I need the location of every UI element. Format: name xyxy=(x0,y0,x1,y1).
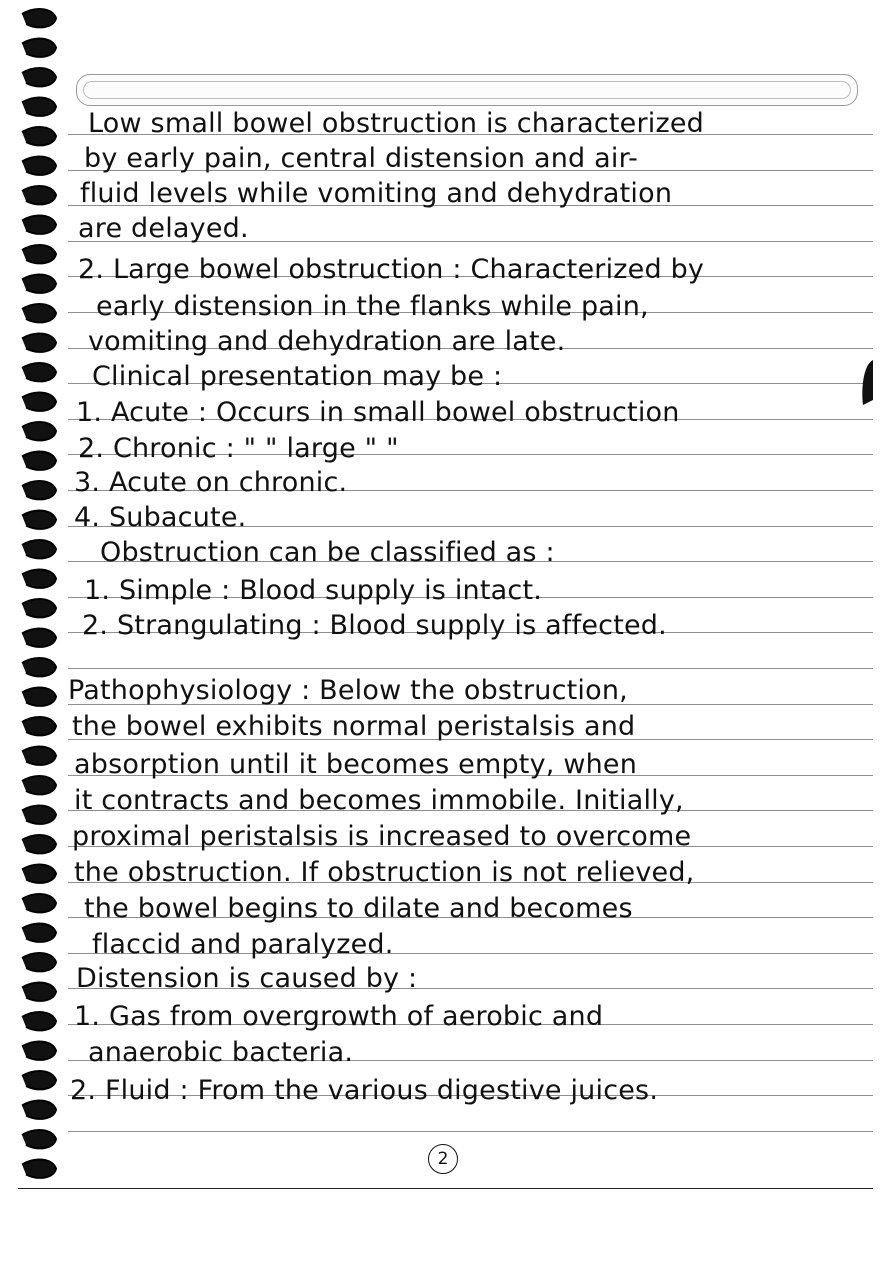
spiral-coil xyxy=(22,275,56,293)
page-number: 2 xyxy=(428,1144,458,1174)
spiral-coil xyxy=(22,658,56,676)
spiral-coil xyxy=(22,924,56,942)
note-line: Clinical presentation may be : xyxy=(92,361,503,392)
note-line: Obstruction can be classified as : xyxy=(100,537,555,568)
note-line: 2. Fluid : From the various digestive juices. xyxy=(70,1075,659,1106)
note-line: early distension in the flanks while pain, xyxy=(96,291,649,322)
spiral-coil xyxy=(22,953,56,971)
note-line: absorption until it becomes empty, when xyxy=(74,749,638,780)
note-line: Distension is caused by : xyxy=(76,963,418,994)
note-line: 1. Acute : Occurs in small bowel obstruction xyxy=(76,397,680,428)
spiral-coil xyxy=(22,1042,56,1060)
note-line: proximal peristalsis is increased to overcome xyxy=(72,821,692,852)
note-line: 1. Simple : Blood supply is intact. xyxy=(84,575,543,606)
spiral-coil xyxy=(22,688,56,706)
spiral-coil xyxy=(22,216,56,234)
note-line: 2. Strangulating : Blood supply is affected. xyxy=(82,610,667,641)
spiral-coil xyxy=(22,334,56,352)
spiral-coil xyxy=(22,1160,56,1178)
notebook-page xyxy=(18,0,873,1189)
spiral-coil xyxy=(22,894,56,912)
note-line: it contracts and becomes immobile. Initially, xyxy=(74,785,684,816)
spiral-coil xyxy=(22,245,56,263)
ruled-line xyxy=(68,1131,873,1132)
note-line: the obstruction. If obstruction is not relieved, xyxy=(74,857,695,888)
spiral-coil xyxy=(22,393,56,411)
spiral-coil xyxy=(22,717,56,735)
spiral-binding xyxy=(18,0,80,1180)
note-line: Pathophysiology : Below the obstruction, xyxy=(68,675,628,706)
spiral-coil xyxy=(22,806,56,824)
note-line: by early pain, central distension and air- xyxy=(84,143,639,174)
note-line: 2. Chronic : " " large " " xyxy=(78,433,399,464)
spiral-coil xyxy=(22,127,56,145)
spiral-coil xyxy=(22,9,56,27)
note-line: 3. Acute on chronic. xyxy=(74,467,348,498)
spiral-coil xyxy=(22,186,56,204)
spiral-coil xyxy=(22,1130,56,1148)
note-line: vomiting and dehydration are late. xyxy=(88,326,566,357)
spiral-coil xyxy=(22,776,56,794)
spiral-coil xyxy=(22,511,56,529)
note-line: Low small bowel obstruction is characterized xyxy=(88,108,705,139)
note-line: 4. Subacute. xyxy=(74,502,247,533)
spiral-coil xyxy=(22,599,56,617)
spiral-coil xyxy=(22,452,56,470)
spiral-coil xyxy=(22,304,56,322)
spiral-coil xyxy=(22,1012,56,1030)
spiral-coil xyxy=(22,747,56,765)
spiral-coil xyxy=(22,39,56,57)
note-line: the bowel begins to dilate and becomes xyxy=(84,893,633,924)
spiral-coil xyxy=(22,363,56,381)
page-edge-curl xyxy=(859,60,873,1180)
note-line: the bowel exhibits normal peristalsis and xyxy=(72,711,636,742)
note-line: flaccid and paralyzed. xyxy=(92,929,394,960)
note-line: 1. Gas from overgrowth of aerobic and xyxy=(74,1001,604,1032)
spiral-coil xyxy=(22,1071,56,1089)
spiral-coil xyxy=(22,68,56,86)
page-header-band xyxy=(76,74,858,106)
spiral-coil xyxy=(22,481,56,499)
spiral-coil xyxy=(22,1101,56,1119)
spiral-coil xyxy=(22,835,56,853)
spiral-coil xyxy=(22,540,56,558)
note-line: anaerobic bacteria. xyxy=(88,1037,354,1068)
note-line: fluid levels while vomiting and dehydration xyxy=(80,178,673,209)
spiral-coil xyxy=(22,570,56,588)
spiral-coil xyxy=(22,983,56,1001)
spiral-coil xyxy=(22,865,56,883)
ruled-line xyxy=(68,668,873,669)
spiral-coil xyxy=(22,629,56,647)
spiral-coil xyxy=(22,422,56,440)
spiral-coil xyxy=(22,98,56,116)
spiral-coil xyxy=(22,157,56,175)
note-line: are delayed. xyxy=(78,213,249,244)
note-line: 2. Large bowel obstruction : Characterized by xyxy=(78,254,705,285)
